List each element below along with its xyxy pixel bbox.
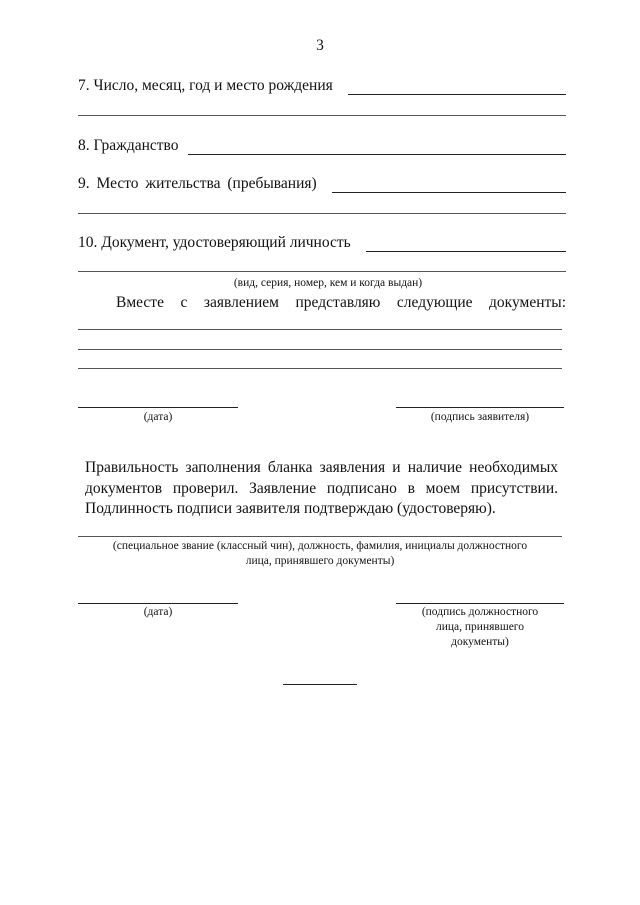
official-date-label: (дата) (143, 606, 173, 618)
field-residence-label: 9. Место жительства (пребывания) (78, 175, 317, 192)
official-details-input[interactable] (78, 536, 562, 537)
field-birth-label: 7. Число, месяц, год и место рождения (78, 77, 333, 94)
official-details-hint-2: лица, принявшего документы) (245, 555, 395, 567)
official-signature-label-1: (подпись должностного (421, 606, 539, 618)
official-signature-label-2: лица, принявшего (436, 621, 524, 633)
attachments-line-2[interactable] (78, 349, 562, 350)
field-birth-input-continued[interactable] (78, 115, 566, 116)
field-citizenship-label: 8. Гражданство (78, 137, 179, 154)
applicant-signature-label: (подпись заявителя) (430, 411, 530, 423)
field-residence-input[interactable] (332, 192, 566, 193)
field-residence-input-continued[interactable] (78, 213, 566, 214)
field-citizenship-input[interactable] (188, 154, 566, 155)
end-of-document-rule (283, 684, 357, 685)
attachments-line-1[interactable] (78, 329, 562, 330)
page-number: 3 (316, 37, 324, 54)
verification-line-3: Подлинность подписи заявителя подтверждаю (удостоверяю). (85, 500, 496, 517)
applicant-signature-input[interactable] (396, 407, 564, 408)
field-id-document-hint: (вид, серия, номер, кем и когда выдан) (233, 277, 423, 289)
field-id-document-input-continued[interactable] (78, 271, 566, 272)
attachments-intro: Вместе с заявлением представляю следующие документы: (116, 294, 566, 311)
field-birth-input[interactable] (348, 94, 566, 95)
official-signature-input[interactable] (396, 603, 564, 604)
field-id-document-label: 10. Документ, удостоверяющий личность (78, 234, 351, 251)
applicant-date-input[interactable] (78, 407, 238, 408)
field-id-document-input[interactable] (366, 251, 566, 252)
official-date-input[interactable] (78, 603, 238, 604)
official-details-hint-1: (специальное звание (классный чин), должность, фамилия, инициалы должностного (112, 540, 528, 552)
official-signature-label-3: документы) (451, 636, 509, 648)
verification-line-1: Правильность заполнения бланка заявления и наличие необходимых (85, 459, 558, 476)
attachments-line-3[interactable] (78, 368, 562, 369)
verification-line-2: документов проверил. Заявление подписано в моем присутствии. (85, 480, 558, 497)
applicant-date-label: (дата) (143, 411, 173, 423)
